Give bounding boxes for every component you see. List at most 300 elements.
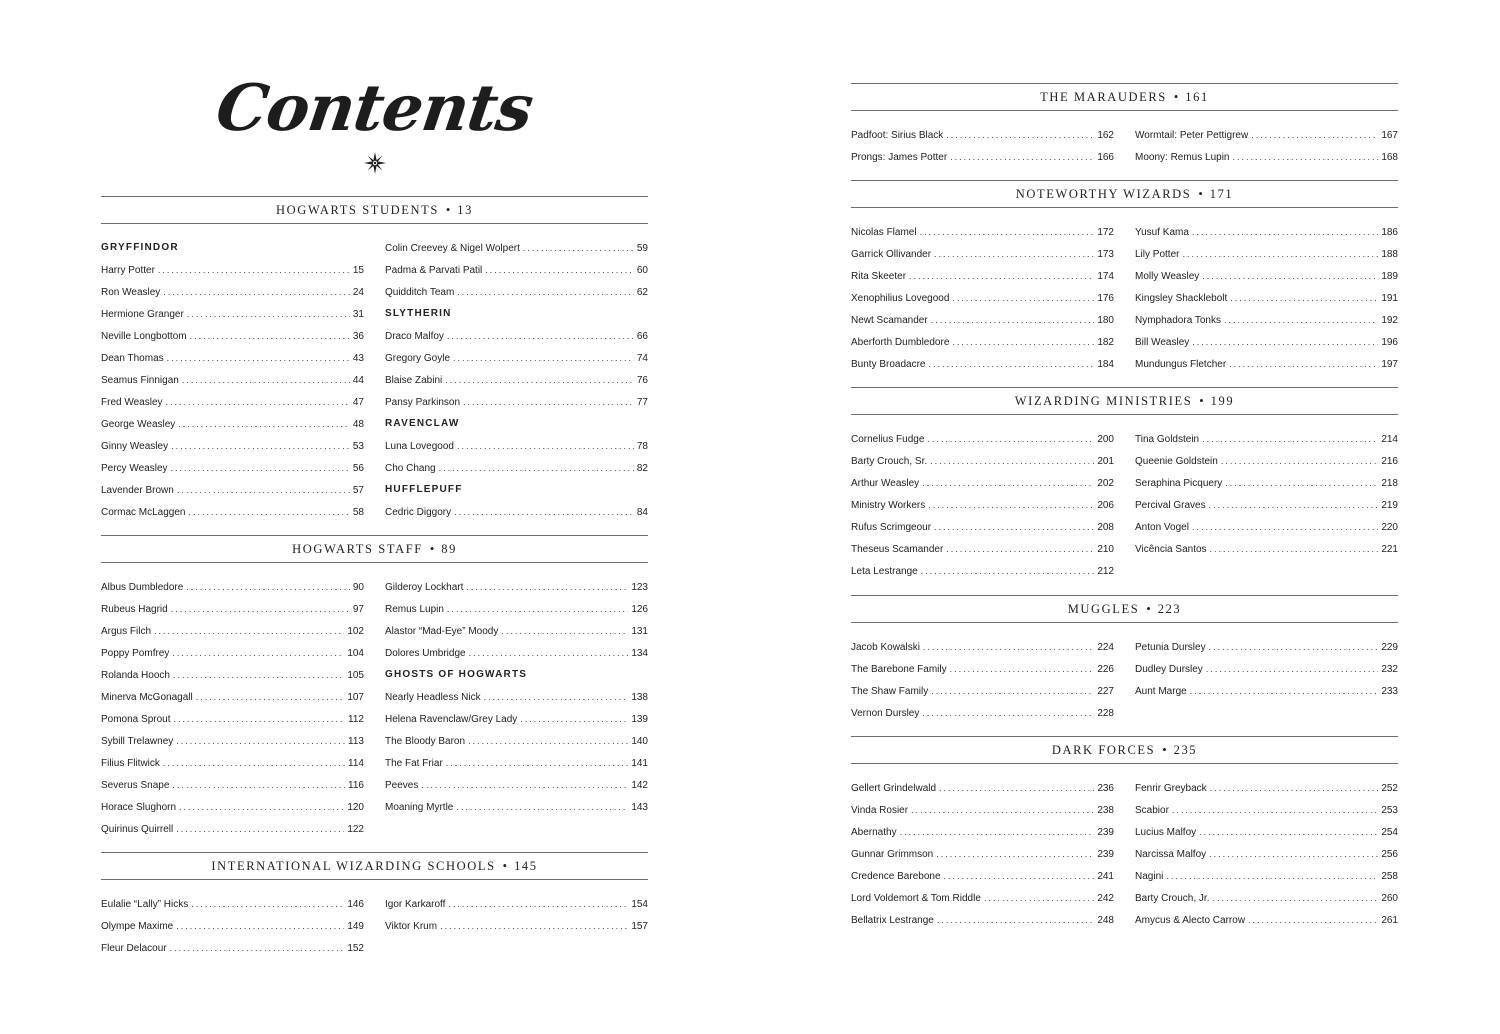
dot-leader	[1202, 265, 1378, 287]
entry-page-number: 239	[1097, 827, 1114, 838]
toc-entry[interactable]	[1135, 658, 1398, 680]
toc-entry[interactable]	[851, 494, 1114, 516]
entry-name: Harry Potter	[101, 265, 155, 276]
section-header	[851, 387, 1398, 415]
toc-entry[interactable]	[1135, 909, 1398, 931]
section-page-number: 223	[1157, 602, 1182, 616]
dot-leader	[457, 435, 634, 457]
toc-entry[interactable]	[101, 369, 364, 391]
toc-entry[interactable]	[851, 243, 1114, 265]
toc-entry[interactable]	[851, 702, 1114, 724]
entry-name: Dean Thomas	[101, 353, 164, 364]
entry-name: Filius Flitwick	[101, 758, 160, 769]
entry-page-number: 219	[1381, 500, 1398, 511]
toc-entry[interactable]	[851, 331, 1114, 353]
toc-entry[interactable]	[385, 259, 648, 281]
entry-name: Vinda Rosier	[851, 805, 909, 816]
section-wizarding-ministries	[851, 387, 1398, 582]
entry-name: Credence Barebone	[851, 871, 941, 882]
entry-page-number: 56	[352, 463, 364, 474]
entry-name: Gilderoy Lockhart	[385, 582, 464, 593]
toc-entry[interactable]	[385, 752, 648, 774]
toc-entry[interactable]	[385, 347, 648, 369]
dot-leader	[468, 730, 628, 752]
entry-name: Padfoot: Sirius Black	[851, 130, 944, 141]
entry-name: Bill Weasley	[1135, 337, 1190, 348]
entry-name: Jacob Kowalski	[851, 642, 920, 653]
toc-entry[interactable]	[1135, 516, 1398, 538]
dot-leader	[454, 501, 634, 523]
entry-page-number: 182	[1097, 337, 1114, 348]
entry-page-number: 47	[352, 397, 364, 408]
bullet-separator: •	[429, 542, 435, 556]
entry-page-number: 173	[1097, 249, 1114, 260]
entry-page-number: 239	[1097, 849, 1114, 860]
dot-leader	[946, 124, 1094, 146]
entry-page-number: 134	[631, 648, 648, 659]
toc-entry[interactable]	[101, 620, 364, 642]
dot-leader	[1209, 494, 1379, 516]
toc-entry[interactable]	[101, 303, 364, 325]
dot-leader	[928, 494, 1094, 516]
column-left	[851, 124, 1114, 168]
toc-entry[interactable]	[101, 818, 364, 840]
dot-leader	[1221, 450, 1378, 472]
toc-entry[interactable]	[851, 353, 1114, 375]
entry-page-number: 104	[347, 648, 364, 659]
bullet-separator: •	[1173, 90, 1179, 104]
toc-entry[interactable]	[1135, 680, 1398, 702]
dot-leader	[931, 309, 1095, 331]
toc-entry[interactable]	[851, 287, 1114, 309]
toc-entry[interactable]	[1135, 843, 1398, 865]
dot-leader	[176, 818, 344, 840]
section-columns	[101, 576, 648, 840]
toc-entry[interactable]	[101, 325, 364, 347]
column-right	[385, 237, 648, 523]
entry-page-number: 176	[1097, 293, 1114, 304]
toc-entry[interactable]	[101, 281, 364, 303]
entry-page-number: 174	[1097, 271, 1114, 282]
entry-page-number: 220	[1381, 522, 1398, 533]
entry-name: Ron Weasley	[101, 287, 161, 298]
dot-leader	[447, 325, 634, 347]
toc-entry[interactable]	[101, 893, 364, 915]
dot-leader	[421, 774, 628, 796]
entry-page-number: 105	[347, 670, 364, 681]
column-left	[101, 237, 364, 523]
entry-name: Cho Chang	[385, 463, 436, 474]
dot-leader	[1210, 777, 1379, 799]
toc-entry[interactable]	[385, 576, 648, 598]
star-ornament-icon	[364, 152, 386, 174]
column-right	[385, 576, 648, 840]
entry-name: Yusuf Kama	[1135, 227, 1189, 238]
toc-entry[interactable]	[101, 598, 364, 620]
section-title: HOGWARTS STUDENTS	[275, 203, 439, 217]
toc-entry[interactable]	[851, 887, 1114, 909]
dot-leader	[523, 237, 634, 259]
entry-name: Dudley Dursley	[1135, 664, 1203, 675]
entry-page-number: 152	[347, 943, 364, 954]
entry-page-number: 248	[1097, 915, 1114, 926]
toc-entry[interactable]	[1135, 494, 1398, 516]
toc-entry[interactable]	[851, 265, 1114, 287]
toc-entry[interactable]	[101, 730, 364, 752]
dot-leader	[484, 686, 629, 708]
dot-leader	[920, 221, 1095, 243]
entry-page-number: 254	[1381, 827, 1398, 838]
entry-name: Nicolas Flamel	[851, 227, 917, 238]
column-right	[1135, 777, 1398, 931]
entry-name: Arthur Weasley	[851, 478, 920, 489]
entry-page-number: 252	[1381, 783, 1398, 794]
dot-leader	[1233, 146, 1379, 168]
toc-entry[interactable]	[1135, 472, 1398, 494]
toc-entry[interactable]	[851, 799, 1114, 821]
toc-entry[interactable]	[101, 752, 364, 774]
toc-entry[interactable]	[851, 309, 1114, 331]
entry-name: Hermione Granger	[101, 309, 184, 320]
entry-name: Nymphadora Tonks	[1135, 315, 1221, 326]
toc-entry[interactable]	[1135, 309, 1398, 331]
section-page-number: 235	[1173, 743, 1198, 757]
entry-page-number: 261	[1381, 915, 1398, 926]
entry-page-number: 107	[347, 692, 364, 703]
section-the-marauders	[851, 83, 1398, 168]
toc-entry[interactable]	[1135, 777, 1398, 799]
entry-name: Blaise Zabini	[385, 375, 443, 386]
toc-entry[interactable]	[851, 516, 1114, 538]
entry-name: Peeves	[385, 780, 419, 791]
toc-entry[interactable]	[385, 237, 648, 259]
entry-name: Quirinus Quirrell	[101, 824, 174, 835]
toc-entry[interactable]	[101, 686, 364, 708]
toc-entry[interactable]	[851, 146, 1114, 168]
dot-leader	[520, 708, 628, 730]
section-hogwarts-students	[101, 196, 648, 523]
entry-name: Colin Creevey & Nigel Wolpert	[385, 243, 520, 254]
toc-entry[interactable]	[101, 259, 364, 281]
entry-name: Queenie Goldstein	[1135, 456, 1218, 467]
section-international-wizarding-schools	[101, 852, 648, 959]
toc-entry[interactable]	[851, 560, 1114, 582]
entry-page-number: 140	[631, 736, 648, 747]
dot-leader	[1212, 887, 1378, 909]
entry-page-number: 126	[631, 604, 648, 615]
toc-entry[interactable]	[1135, 265, 1398, 287]
toc-entry[interactable]	[851, 450, 1114, 472]
dot-leader	[171, 435, 350, 457]
section-header	[851, 83, 1398, 111]
dot-leader	[1210, 538, 1379, 560]
entry-page-number: 172	[1097, 227, 1114, 238]
section-header	[101, 196, 648, 224]
toc-entry[interactable]	[1135, 124, 1398, 146]
toc-entry[interactable]	[101, 457, 364, 479]
toc-entry[interactable]	[851, 909, 1114, 931]
entry-page-number: 24	[352, 287, 364, 298]
dot-leader	[171, 457, 350, 479]
dot-leader	[934, 516, 1094, 538]
toc-entry[interactable]	[851, 124, 1114, 146]
dot-leader	[448, 893, 628, 915]
entry-page-number: 253	[1381, 805, 1398, 816]
dot-leader	[174, 708, 346, 730]
toc-entry[interactable]	[1135, 243, 1398, 265]
toc-entry[interactable]	[851, 428, 1114, 450]
toc-entry[interactable]	[1135, 887, 1398, 909]
dot-leader	[930, 450, 1094, 472]
toc-entry[interactable]	[101, 642, 364, 664]
dot-leader	[501, 620, 628, 642]
entry-page-number: 44	[352, 375, 364, 386]
entry-page-number: 191	[1381, 293, 1398, 304]
entry-name: Rolanda Hooch	[101, 670, 170, 681]
entry-page-number: 154	[631, 899, 648, 910]
dot-leader	[463, 391, 634, 413]
toc-entry[interactable]	[101, 915, 364, 937]
entry-page-number: 76	[636, 375, 648, 386]
toc-entry[interactable]	[385, 325, 648, 347]
toc-entry[interactable]	[851, 221, 1114, 243]
toc-entry[interactable]	[1135, 799, 1398, 821]
toc-entry[interactable]	[385, 915, 648, 937]
toc-entry[interactable]	[851, 821, 1114, 843]
toc-entry[interactable]	[101, 774, 364, 796]
entry-name: Igor Karkaroff	[385, 899, 446, 910]
entry-page-number: 166	[1097, 152, 1114, 163]
toc-entry[interactable]	[101, 347, 364, 369]
dot-leader	[177, 479, 350, 501]
entry-name: Scabior	[1135, 805, 1169, 816]
toc-entry[interactable]	[1135, 428, 1398, 450]
dot-leader	[176, 915, 344, 937]
dot-leader	[171, 598, 350, 620]
entry-name: Percival Graves	[1135, 500, 1206, 511]
toc-entry[interactable]	[851, 472, 1114, 494]
dot-leader	[447, 598, 628, 620]
section-hogwarts-staff	[101, 535, 648, 840]
entry-page-number: 78	[636, 441, 648, 452]
section-title: THE MARAUDERS	[1040, 90, 1167, 104]
toc-entry[interactable]	[385, 391, 648, 413]
entry-page-number: 226	[1097, 664, 1114, 675]
entry-page-number: 221	[1381, 544, 1398, 555]
entry-page-number: 242	[1097, 893, 1114, 904]
dot-leader	[1224, 309, 1378, 331]
dot-leader	[1206, 658, 1379, 680]
entry-page-number: 142	[631, 780, 648, 791]
entry-page-number: 43	[352, 353, 364, 364]
toc-entry[interactable]	[101, 708, 364, 730]
toc-entry[interactable]	[385, 620, 648, 642]
dot-leader	[1192, 221, 1378, 243]
section-page-number: 145	[514, 859, 538, 873]
entry-name: Pansy Parkinson	[385, 397, 461, 408]
column-right	[1135, 221, 1398, 375]
entry-page-number: 53	[352, 441, 364, 452]
dot-leader	[931, 680, 1094, 702]
dot-leader	[190, 325, 350, 347]
entry-page-number: 238	[1097, 805, 1114, 816]
entry-page-number: 66	[636, 331, 648, 342]
entry-name: Rufus Scrimgeour	[851, 522, 932, 533]
entry-page-number: 84	[636, 507, 648, 518]
entry-page-number: 36	[352, 331, 364, 342]
toc-entry[interactable]	[851, 865, 1114, 887]
dot-leader	[469, 642, 629, 664]
dot-leader	[170, 937, 345, 959]
dot-leader	[172, 642, 344, 664]
toc-entry[interactable]	[385, 457, 648, 479]
column-left	[101, 576, 364, 840]
toc-entry[interactable]	[1135, 538, 1398, 560]
column-left	[851, 428, 1114, 582]
entry-name: The Fat Friar	[385, 758, 443, 769]
dot-leader	[176, 730, 345, 752]
entry-page-number: 60	[636, 265, 648, 276]
entry-page-number: 224	[1097, 642, 1114, 653]
toc-entry[interactable]	[101, 664, 364, 686]
entry-page-number: 260	[1381, 893, 1398, 904]
entry-page-number: 15	[352, 265, 364, 276]
entry-page-number: 218	[1381, 478, 1398, 489]
column-left	[101, 893, 364, 959]
toc-entry[interactable]	[1135, 353, 1398, 375]
entry-name: Vernon Dursley	[851, 708, 920, 719]
dot-leader	[1190, 680, 1379, 702]
dot-leader	[1192, 516, 1378, 538]
entry-name: Seamus Finnigan	[101, 375, 179, 386]
toc-entry[interactable]	[101, 391, 364, 413]
toc-entry[interactable]	[101, 501, 364, 523]
dot-leader	[182, 369, 350, 391]
toc-entry[interactable]	[385, 369, 648, 391]
dot-leader	[167, 347, 350, 369]
dot-leader	[927, 428, 1094, 450]
entry-name: Moaning Myrtle	[385, 802, 454, 813]
toc-entry[interactable]	[385, 501, 648, 523]
entry-page-number: 228	[1097, 708, 1114, 719]
dot-leader	[939, 777, 1094, 799]
toc-entry[interactable]	[1135, 331, 1398, 353]
toc-entry[interactable]	[385, 598, 648, 620]
dot-leader	[909, 265, 1094, 287]
entry-page-number: 212	[1097, 566, 1114, 577]
entry-page-number: 139	[631, 714, 648, 725]
dot-leader	[1166, 865, 1378, 887]
toc-entry[interactable]	[851, 777, 1114, 799]
entry-page-number: 200	[1097, 434, 1114, 445]
entry-page-number: 90	[352, 582, 364, 593]
toc-entry[interactable]	[101, 576, 364, 598]
section-title: HOGWARTS STAFF	[292, 542, 423, 556]
toc-entry[interactable]	[385, 893, 648, 915]
toc-entry[interactable]	[851, 538, 1114, 560]
entry-name: Argus Filch	[101, 626, 152, 637]
dot-leader	[196, 686, 345, 708]
dot-leader	[173, 664, 344, 686]
entry-name: Eulalie “Lally” Hicks	[101, 899, 189, 910]
toc-entry[interactable]	[1135, 287, 1398, 309]
entry-name: Petunia Dursley	[1135, 642, 1206, 653]
entry-name: Horace Slughorn	[101, 802, 177, 813]
dot-leader	[187, 303, 350, 325]
entry-name: Pomona Sprout	[101, 714, 171, 725]
toc-entry[interactable]	[385, 686, 648, 708]
entry-name: Vicência Santos	[1135, 544, 1207, 555]
entry-page-number: 236	[1097, 783, 1114, 794]
dot-leader	[1209, 636, 1379, 658]
toc-entry[interactable]	[101, 796, 364, 818]
toc-entry[interactable]	[385, 281, 648, 303]
toc-entry[interactable]	[385, 435, 648, 457]
entry-page-number: 62	[636, 287, 648, 298]
entry-page-number: 196	[1381, 337, 1398, 348]
entry-name: George Weasley	[101, 419, 176, 430]
entry-page-number: 210	[1097, 544, 1114, 555]
dot-leader	[952, 331, 1094, 353]
toc-entry[interactable]	[1135, 450, 1398, 472]
entry-name: Gellert Grindelwald	[851, 783, 937, 794]
dot-leader	[485, 259, 634, 281]
entry-name: Gunnar Grimmson	[851, 849, 934, 860]
toc-entry[interactable]	[385, 774, 648, 796]
toc-entry[interactable]	[851, 636, 1114, 658]
entry-page-number: 192	[1381, 315, 1398, 326]
column-right	[385, 893, 648, 959]
toc-entry[interactable]	[385, 708, 648, 730]
toc-entry[interactable]	[1135, 221, 1398, 243]
entry-name: Sybill Trelawney	[101, 736, 174, 747]
toc-entry[interactable]	[101, 435, 364, 457]
toc-entry[interactable]	[101, 413, 364, 435]
toc-entry[interactable]	[1135, 865, 1398, 887]
toc-entry[interactable]	[1135, 146, 1398, 168]
section-page-number: 161	[1185, 90, 1209, 104]
entry-page-number: 131	[631, 626, 648, 637]
section-header	[851, 736, 1398, 764]
toc-entry[interactable]	[1135, 636, 1398, 658]
entry-page-number: 197	[1381, 359, 1398, 370]
dot-leader	[1225, 472, 1378, 494]
dot-leader	[950, 658, 1095, 680]
toc-entry[interactable]	[851, 658, 1114, 680]
entry-page-number: 184	[1097, 359, 1114, 370]
contents-title-block	[101, 70, 648, 174]
entry-name: Xenophilius Lovegood	[851, 293, 950, 304]
entry-page-number: 216	[1381, 456, 1398, 467]
toc-entry[interactable]	[851, 843, 1114, 865]
entry-page-number: 116	[348, 780, 364, 791]
toc-entry[interactable]	[1135, 821, 1398, 843]
toc-entry[interactable]	[101, 479, 364, 501]
dot-leader	[191, 893, 344, 915]
toc-entry[interactable]	[851, 680, 1114, 702]
toc-entry[interactable]	[385, 642, 648, 664]
section-title: NOTEWORTHY WIZARDS	[1015, 187, 1192, 201]
entry-name: Ginny Weasley	[101, 441, 169, 452]
dot-leader	[158, 259, 350, 281]
dot-leader	[911, 799, 1094, 821]
entry-name: Theseus Scamander	[851, 544, 944, 555]
toc-entry[interactable]	[385, 730, 648, 752]
entry-name: Fleur Delacour	[101, 943, 167, 954]
toc-entry[interactable]	[101, 937, 364, 959]
entry-name: Bunty Broadacre	[851, 359, 926, 370]
toc-entry[interactable]	[385, 796, 648, 818]
